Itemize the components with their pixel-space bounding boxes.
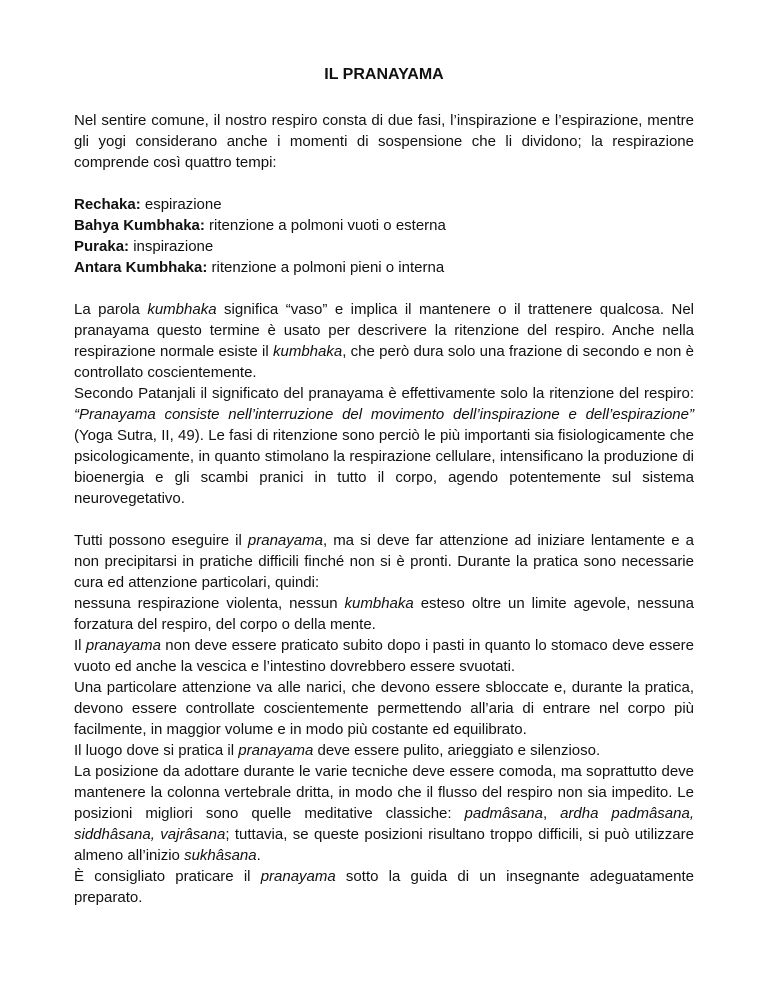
patanjali-paragraph — [74, 383, 694, 509]
text-run: È consigliato praticare il — [74, 868, 261, 885]
meals-paragraph — [74, 635, 694, 677]
italic-term: sukhâsana — [184, 847, 257, 864]
italic-term: pranayama — [260, 868, 336, 885]
italic-term: pranayama — [85, 637, 161, 654]
phase-desc: ritenzione a polmoni vuoti o esterna — [204, 217, 446, 234]
italic-term: ardha padmâsana, siddhâsana, vajrâsana — [74, 805, 694, 843]
text-run: esteso oltre un limite agevole, nessuna forzatura del respiro, del corpo o della mente. — [74, 595, 694, 633]
text-run: Tutti possono eseguire il — [74, 532, 248, 549]
italic-term: pranayama — [247, 532, 323, 549]
text-run: (Yoga Sutra, II, 49). Le fasi di ritenzione sono perciò le più importanti sia fisiologicamente che psicologicamente, in quanto stimolano la respirazione cellulare, intensificano la produzione di bioenergia e gli scambi pranici in tutto il corpo, agendo potentemente sul sistema neurovegetativo. — [74, 427, 694, 507]
text-run: non deve essere praticato subito dopo i pasti in quanto lo stomaco deve essere vuoto ed anche la vescica e l’intestino dovrebbero essere svuotati. — [74, 637, 694, 675]
no-violence-paragraph — [74, 593, 694, 635]
practice-paragraph — [74, 530, 694, 593]
text-run: significa “vaso” e implica il mantenere o il trattenere qualcosa. Nel pranayama questo termine è usato per descrivere la ritenzione del respiro. Anche nella respirazione normale esiste il — [74, 301, 694, 360]
italic-term: padmâsana — [464, 805, 543, 822]
teacher-paragraph — [74, 866, 694, 908]
page-title: IL PRANAYAMA — [324, 66, 444, 83]
text-run: ; tuttavia, se queste posizioni risultano troppo difficili, si può utilizzare almeno all’inizio — [74, 826, 694, 864]
phase-item — [74, 215, 694, 236]
italic-term: kumbhaka — [344, 595, 414, 612]
place-paragraph — [74, 740, 694, 761]
italic-term: kumbhaka — [272, 343, 343, 360]
intro-paragraph: Nel sentire comune, il nostro respiro consta di due fasi, l’inspirazione e l’espirazione, mentre gli yogi considerano anche i momenti di sospensione che li dividono; la respirazione comprende così quattro tempi: — [74, 112, 694, 171]
breath-phases-list — [74, 194, 694, 278]
text-run: sotto la guida di un insegnante adeguatamente preparato. — [74, 868, 694, 906]
phase-item — [74, 257, 694, 278]
phase-term: Rechaka: — [74, 196, 141, 213]
text-run: La posizione da adottare durante le varie tecniche deve essere comoda, ma soprattutto deve mantenere la colonna vertebrale dritta, in modo che il flusso del respiro non sia impedito. Le posizioni migliori sono quelle meditative classiche: — [74, 763, 694, 822]
phase-desc: espirazione — [140, 196, 222, 213]
italic-term: pranayama — [238, 742, 314, 759]
text-run: . — [256, 847, 261, 864]
kumbhaka-paragraph — [74, 299, 694, 383]
text-run: , — [542, 805, 561, 822]
phase-term: Bahya Kumbhaka: — [74, 217, 205, 234]
document-page — [74, 64, 694, 908]
text-run: La parola — [74, 301, 148, 318]
text-run: Il luogo dove si pratica il — [74, 742, 239, 759]
phase-term: Puraka: — [74, 238, 130, 255]
phase-item — [74, 194, 694, 215]
phase-desc: inspirazione — [129, 238, 214, 255]
text-run: , che però dura solo una frazione di secondo e non è controllato coscientemente. — [74, 343, 694, 381]
phase-term: Antara Kumbhaka: — [74, 259, 208, 276]
posture-paragraph — [74, 761, 694, 866]
text-run: nessuna respirazione violenta, nessun — [74, 595, 345, 612]
phase-item — [74, 236, 694, 257]
nostrils-paragraph: Una particolare attenzione va alle narici, che devono essere sbloccate e, durante la pratica, devono essere controllate coscientemente permettendo all’aria di entrare nel corpo più facilmente, in maggior volume e in modo più costante ed equilibrato. — [74, 679, 694, 738]
text-run: Secondo Patanjali il significato del pranayama è effettivamente solo la ritenzione del respiro: — [74, 385, 694, 402]
text-run: , ma si deve far attenzione ad iniziare lentamente e a non precipitarsi in pratiche difficili finché non si è pronti. Durante la pratica sono necessarie cura ed attenzione particolari, quindi: — [74, 532, 695, 591]
italic-term: kumbhaka — [147, 301, 217, 318]
italic-quote: “Pranayama consiste nell’interruzione del movimento dell’inspirazione e dell’espirazione” — [74, 406, 694, 423]
text-run: deve essere pulito, arieggiato e silenzioso. — [313, 742, 601, 759]
text-run: Il — [74, 637, 86, 654]
phase-desc: ritenzione a polmoni pieni o interna — [207, 259, 445, 276]
